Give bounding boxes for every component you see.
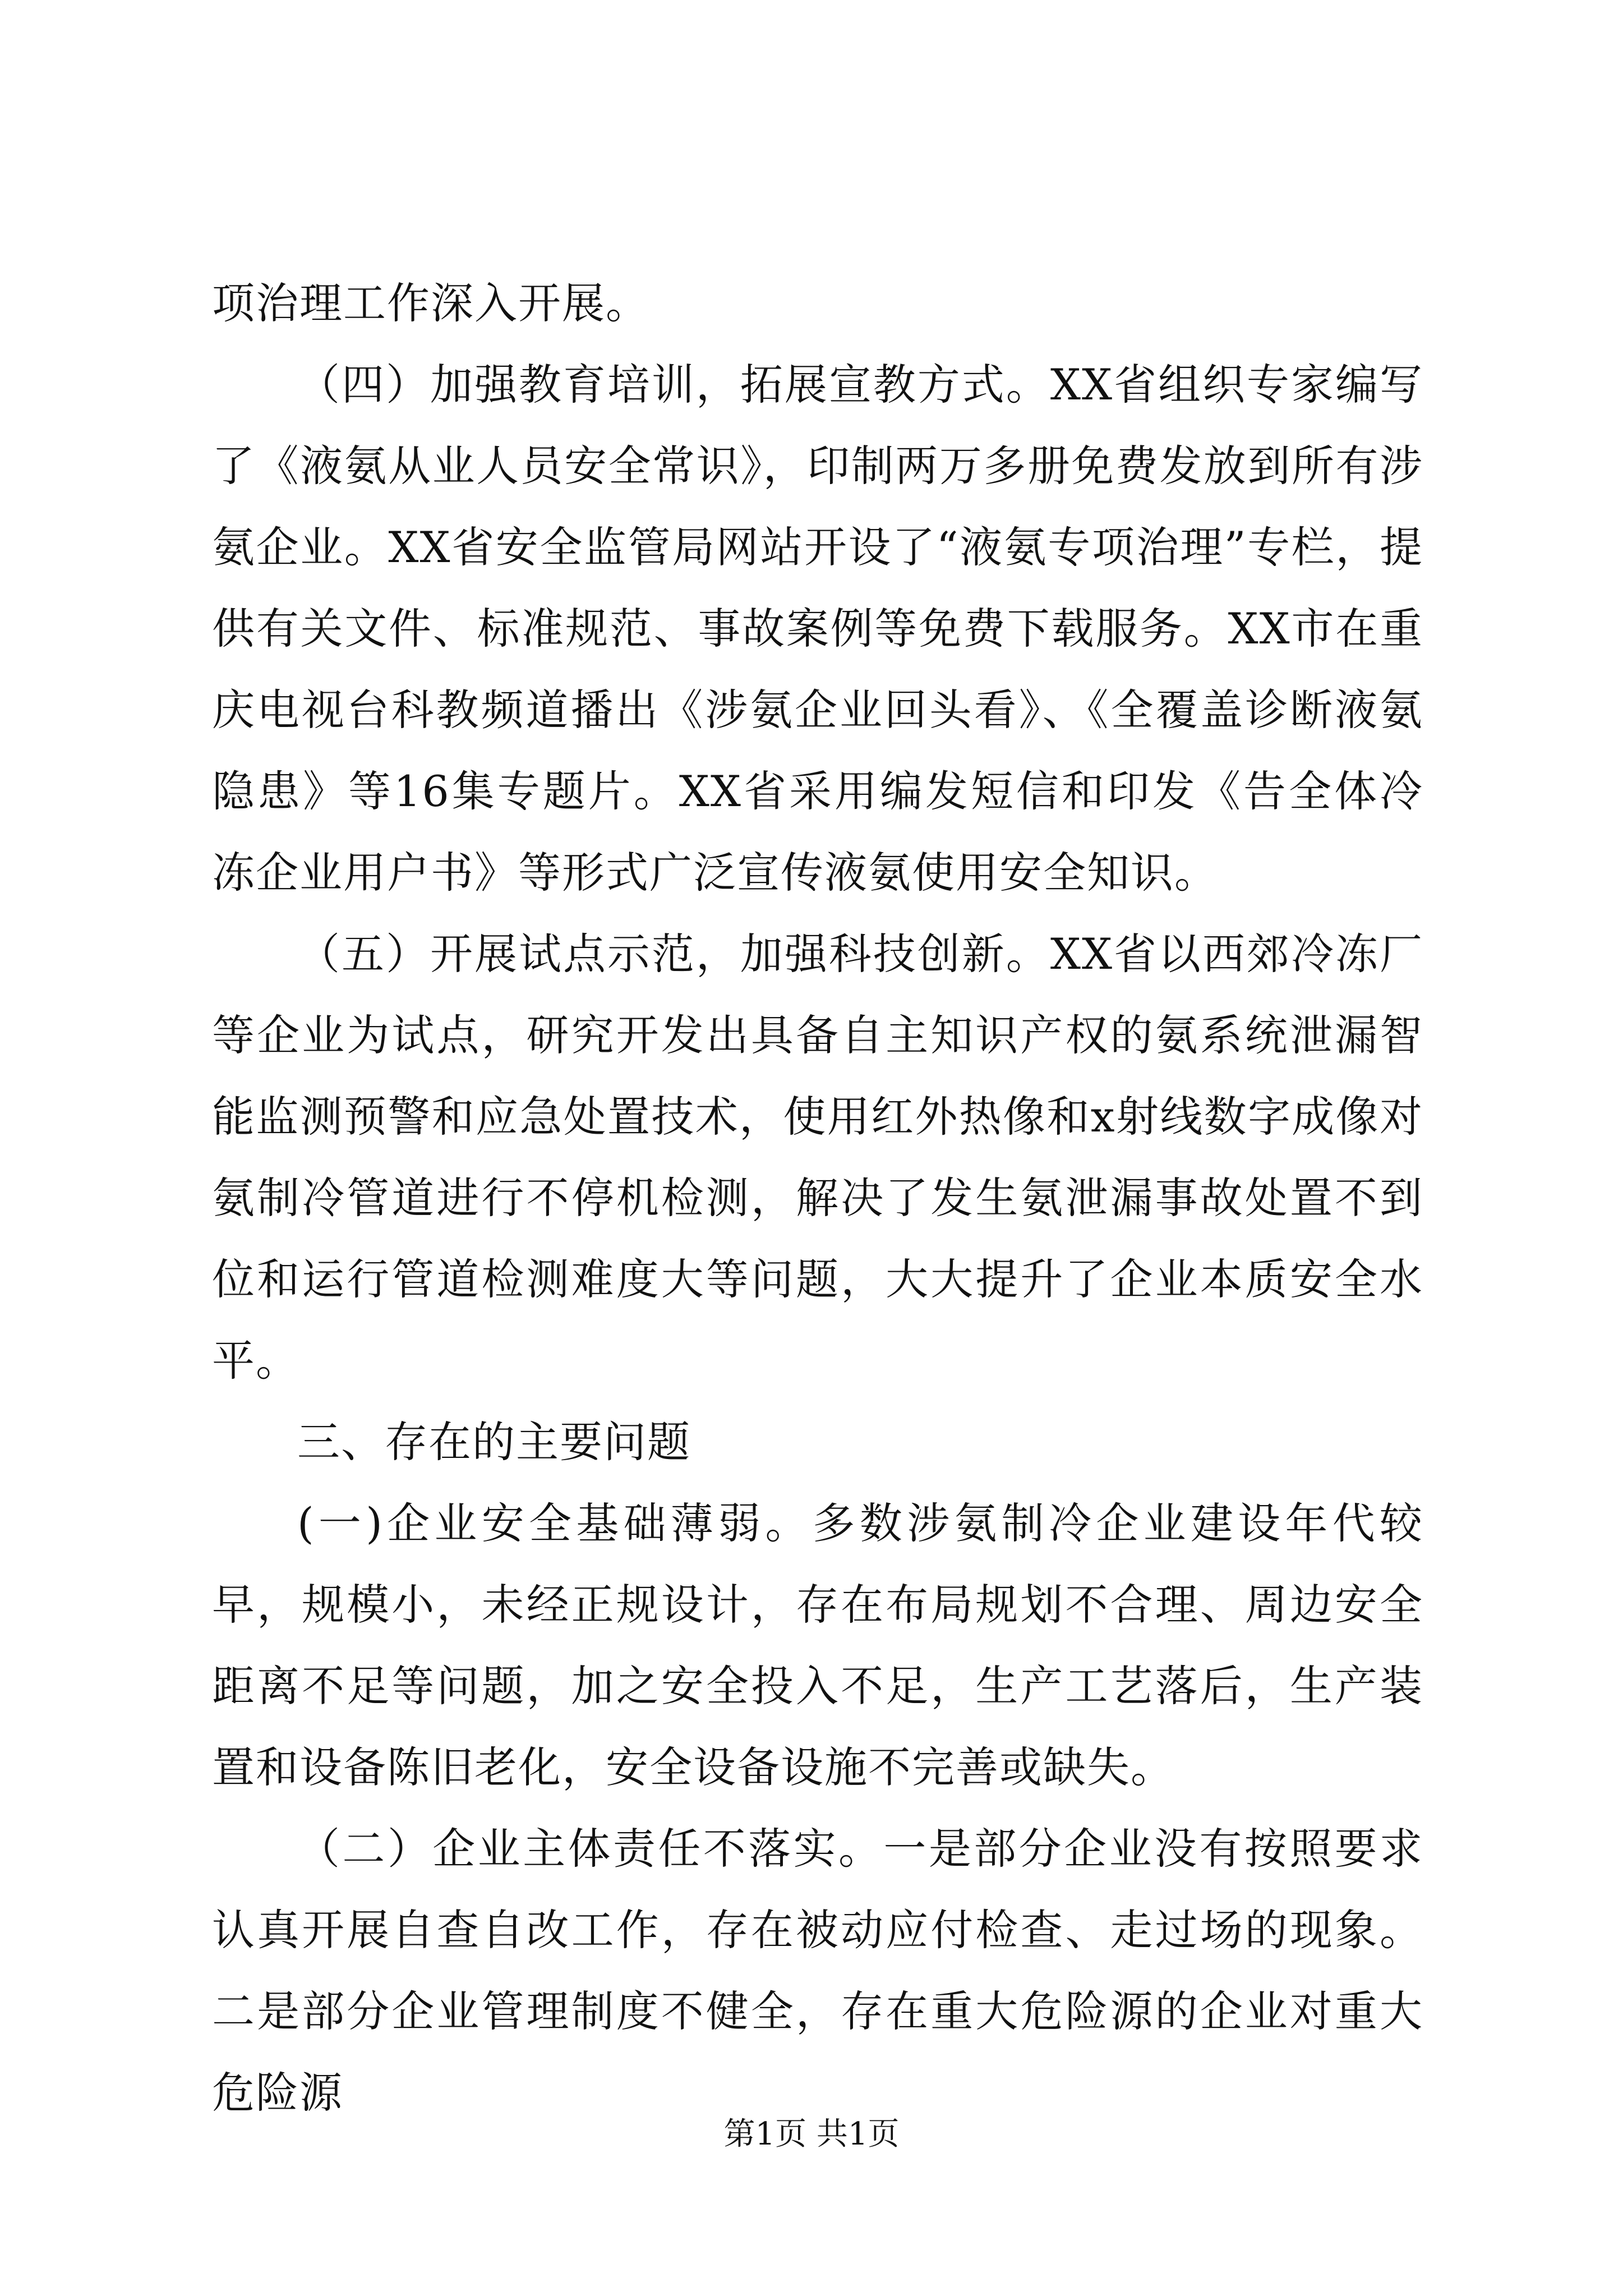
paragraph-continuation: 项治理工作深入开展。 (212, 278, 649, 328)
paragraph-education-training: （四）加强教育培训，拓展宣教方式。XX省组织专家编写了《液氨从业人员安全常识》，印制两万多册免费发放到所有涉氨企业。XX省安全监管局网站开设了“液氨专项治理”专栏，提供有关文件、标准规范、事故案例等免费下载服务。XX市在重庆电视台科教频道播出《涉氨企业回头看》、《全覆盖诊断液氨隐患》等16集专题片。XX省采用编发短信和印发《告全体冷冻企业用户书》等形式广泛宣传液氨使用安全知识。 (212, 360, 1423, 898)
paragraph-pilot-innovation: （五）开展试点示范，加强科技创新。XX省以西郊冷冻厂等企业为试点，研究开发出具备自主知识产权的氨系统泄漏智能监测预警和应急处置技术，使用红外热像和x射线数字成像对氨制冷管道进行不停机检测，解决了发生氨泄漏事故处置不到位和运行管道检测难度大等问题，大大提升了企业本质安全水平。 (212, 929, 1423, 1386)
page-number-footer: 第1页 共1页 (723, 2116, 900, 2152)
section-heading-main-problems: 三、存在的主要问题 (297, 1417, 691, 1467)
paragraph-responsibility: （二）企业主体责任不落实。一是部分企业没有按照要求认真开展自查自改工作，存在被动应付检查、走过场的现象。二是部分企业管理制度不健全，存在重大危险源的企业对重大危险源 (212, 1824, 1423, 2118)
document-body (212, 263, 1423, 2133)
paragraph-weak-foundation: (一)企业安全基础薄弱。多数涉氨制冷企业建设年代较早，规模小，未经正规设计，存在布局规划不合理、周边安全距离不足等问题，加之安全投入不足，生产工艺落后，生产装置和设备陈旧老化，安全设备设施不完善或缺失。 (212, 1498, 1423, 1792)
